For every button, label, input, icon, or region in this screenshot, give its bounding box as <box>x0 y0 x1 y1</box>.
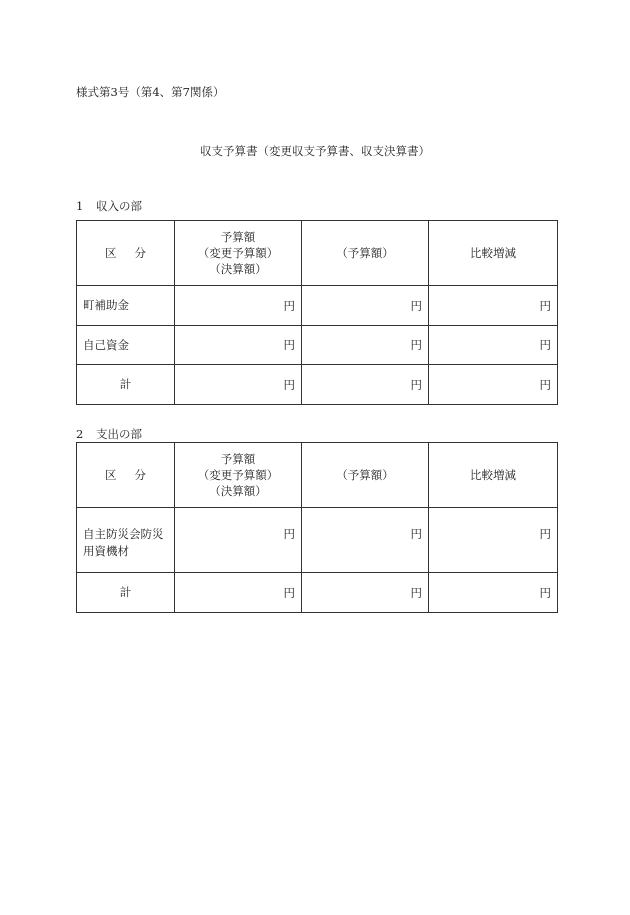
expense-table <box>76 442 558 613</box>
amount-cell[interactable]: 円 <box>175 365 302 405</box>
budget-amount-header <box>175 443 302 508</box>
prior-budget-header: （予算額） <box>302 221 429 286</box>
row-label-line: 用資機材 <box>83 544 129 558</box>
difference-header: 比較増減 <box>429 221 558 286</box>
amount-cell[interactable]: 円 <box>302 573 429 613</box>
expense-section-heading <box>76 426 142 442</box>
header-line: 予算額 <box>220 230 256 244</box>
income-section-title: 収入の部 <box>96 199 142 213</box>
total-label: 計 <box>77 573 175 613</box>
income-section-number: 1 <box>76 199 84 213</box>
table-header-row <box>77 221 558 286</box>
total-row <box>77 573 558 613</box>
amount-cell[interactable]: 円 <box>429 326 558 365</box>
budget-amount-header <box>175 221 302 286</box>
amount-cell[interactable]: 円 <box>175 508 302 573</box>
category-header <box>77 221 175 286</box>
expense-section-title: 支出の部 <box>96 427 142 441</box>
income-section-heading <box>76 198 142 214</box>
category-header-part: 分 <box>134 246 146 260</box>
amount-cell[interactable]: 円 <box>175 286 302 326</box>
category-header-part: 分 <box>134 468 146 482</box>
amount-cell[interactable]: 円 <box>429 365 558 405</box>
amount-cell[interactable]: 円 <box>175 326 302 365</box>
header-line: 予算額 <box>220 452 256 466</box>
table-row <box>77 286 558 326</box>
header-line: （決算額） <box>209 262 267 276</box>
income-table <box>76 220 558 405</box>
category-header-part: 区 <box>105 468 117 482</box>
amount-cell[interactable]: 円 <box>302 365 429 405</box>
table-header-row <box>77 443 558 508</box>
row-label: 自己資金 <box>77 326 175 365</box>
amount-cell[interactable]: 円 <box>429 286 558 326</box>
amount-cell[interactable]: 円 <box>302 286 429 326</box>
amount-cell[interactable]: 円 <box>429 573 558 613</box>
amount-cell[interactable]: 円 <box>175 573 302 613</box>
prior-budget-header: （予算額） <box>302 443 429 508</box>
expense-section-number: 2 <box>76 427 84 441</box>
total-label: 計 <box>77 365 175 405</box>
document-title: 収支予算書（変更収支予算書、収支決算書） <box>200 144 430 158</box>
category-header <box>77 443 175 508</box>
amount-cell[interactable]: 円 <box>302 326 429 365</box>
form-number: 様式第3号（第4、第7関係） <box>76 85 225 99</box>
header-line: （決算額） <box>209 484 267 498</box>
table-row <box>77 326 558 365</box>
row-label: 町補助金 <box>77 286 175 326</box>
header-line: （変更予算額） <box>197 246 279 260</box>
row-label-line: 自主防災会防災 <box>83 527 164 541</box>
difference-header: 比較増減 <box>429 443 558 508</box>
category-header-part: 区 <box>105 246 117 260</box>
table-row <box>77 508 558 573</box>
amount-cell[interactable]: 円 <box>302 508 429 573</box>
total-row <box>77 365 558 405</box>
header-line: （変更予算額） <box>197 468 279 482</box>
row-label <box>77 508 175 573</box>
amount-cell[interactable]: 円 <box>429 508 558 573</box>
